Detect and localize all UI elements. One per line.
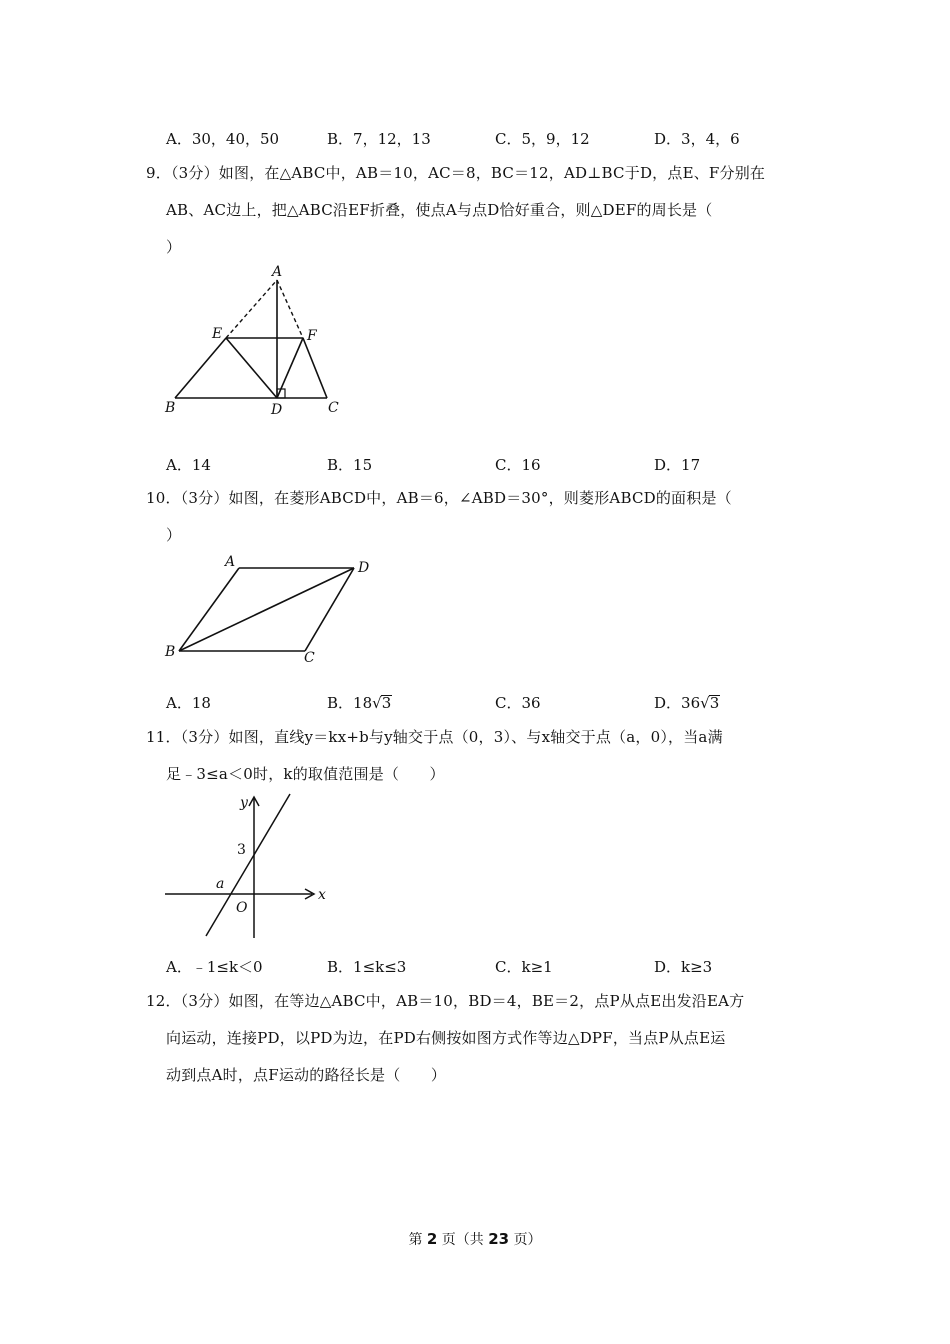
q11-text-line-1: 11．（3分）如图，直线y＝kx+b与y轴交于点（0，3）、与x轴交于点（a，0），当a满 — [146, 728, 723, 746]
q11-option-b: B．1≤k≤3 — [327, 958, 407, 976]
q11-option-a: A．﹣1≤k＜0 — [166, 958, 263, 976]
q9-text-line-1: 9．（3分）如图，在△ABC中，AB＝10，AC＝8，BC＝12，AD⊥BC于D，点E、F分别在 — [146, 164, 766, 182]
q10-label-b: B — [165, 644, 176, 660]
q10-option-d-prefix: D．36 — [654, 694, 701, 712]
q11-option-d: D．k≥3 — [654, 958, 713, 976]
q9-label-b: B — [165, 400, 176, 416]
q10-label-d: D — [358, 560, 370, 576]
q10-option-a: A．18 — [166, 694, 211, 712]
q8-option-b: B．7，12，13 — [327, 130, 431, 148]
footer-prefix: 第 — [408, 1232, 423, 1248]
q10-option-d — [654, 692, 720, 713]
page-footer — [0, 1229, 950, 1249]
q10-option-d-radicand: 3 — [709, 694, 720, 712]
footer-total-pages: 23 — [488, 1230, 510, 1248]
q10-option-b-prefix: B．18 — [327, 694, 373, 712]
q9-option-d: D．17 — [654, 456, 701, 474]
q11-text-line-2: 足﹣3≤a＜0时，k的取值范围是（ ） — [166, 765, 445, 783]
q12-text-line-2: 向运动，连接PD，以PD为边，在PD右侧按如图方式作等边△DPF，当点P从点E运 — [166, 1029, 726, 1047]
q10-rhombus-figure — [160, 552, 380, 667]
sqrt-icon: √ — [700, 694, 710, 712]
q9-option-a: A．14 — [166, 456, 211, 474]
q9-option-c: C．16 — [495, 456, 541, 474]
q12-text-line-3: 动到点A时，点F运动的路径长是（ ） — [166, 1066, 447, 1084]
q12-text-line-1: 12．（3分）如图，在等边△ABC中，AB＝10，BD＝4，BE＝2，点P从点E出发沿EA方 — [146, 992, 745, 1010]
q11-label-a: a — [216, 876, 225, 892]
q9-label-d: D — [271, 402, 283, 418]
q11-label-x-axis: x — [318, 887, 326, 903]
q10-option-b — [327, 692, 392, 713]
q11-options — [166, 956, 806, 978]
q9-option-b: B．15 — [327, 456, 373, 474]
q10-text-line-2: ） — [166, 526, 182, 544]
q8-options — [166, 128, 806, 150]
q10-option-c: C．36 — [495, 694, 541, 712]
q11-option-c: C．k≥1 — [495, 958, 553, 976]
q10-options — [166, 692, 806, 714]
q10-text-line-1: 10．（3分）如图，在菱形ABCD中，AB＝6，∠ABD＝30°，则菱形ABCD的面积是（ — [146, 489, 732, 507]
q8-option-c: C．5，9，12 — [495, 130, 590, 148]
sqrt-icon: √ — [372, 694, 382, 712]
q9-label-a: A — [272, 264, 283, 280]
q11-line-graph-figure — [160, 790, 340, 940]
q11-label-origin: O — [236, 900, 248, 916]
q10-option-b-radicand: 3 — [381, 694, 392, 712]
q9-triangle-figure — [160, 262, 350, 422]
q9-label-c: C — [328, 400, 339, 416]
q8-option-a: A．30，40，50 — [166, 130, 280, 148]
q9-label-e: E — [212, 326, 223, 342]
q11-label-three: 3 — [237, 842, 246, 858]
footer-suffix: 页） — [513, 1232, 542, 1248]
q9-label-f: F — [307, 328, 317, 344]
q9-text-line-3: ） — [166, 238, 182, 256]
q10-label-a: A — [225, 554, 236, 570]
q9-text-line-2: AB、AC边上，把△ABC沿EF折叠，使点A与点D恰好重合，则△DEF的周长是（ — [166, 201, 713, 219]
q9-options — [166, 454, 806, 476]
q11-label-y-axis: y — [240, 795, 248, 811]
footer-middle: 页（共 — [441, 1232, 484, 1248]
footer-page-number: 2 — [426, 1230, 438, 1248]
q8-option-d: D．3，4，6 — [654, 130, 740, 148]
q10-label-c: C — [304, 650, 315, 666]
